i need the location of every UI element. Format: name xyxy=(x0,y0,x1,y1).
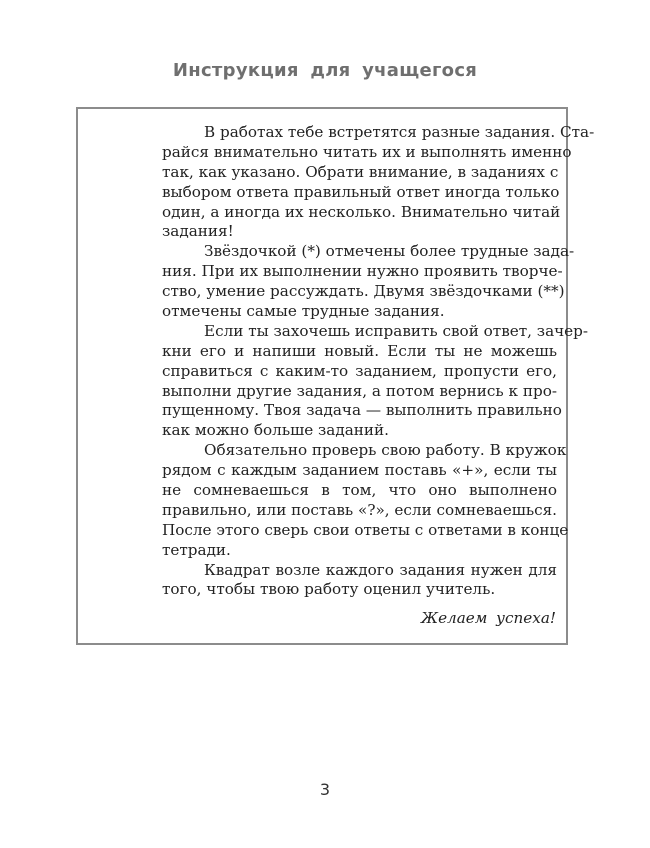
paragraph-5 xyxy=(120,561,557,601)
text-line: один, а иногда их несколько. Внимательно читай xyxy=(162,202,561,221)
text-line: выбором ответа правильный ответ иногда только xyxy=(162,182,560,201)
text-line: задания! xyxy=(162,222,234,241)
text-line: Обязательно проверь свою работу. В кружок xyxy=(204,441,567,460)
text-line: кни его и напиши новый. Если ты не можешь xyxy=(162,341,557,360)
text-line: ство, умение рассуждать. Двумя звёздочками (**) xyxy=(162,282,565,301)
text-line: Звёздочкой (*) отмечены более трудные зада- xyxy=(204,242,575,261)
text-line: правильно, или поставь «?», если сомневаешься. xyxy=(162,500,557,519)
text-line: пущенному. Твоя задача — выполнить правильно xyxy=(162,401,562,420)
paragraph-1 xyxy=(120,123,595,242)
paragraph-4 xyxy=(120,441,569,560)
page-number: 3 xyxy=(319,780,331,799)
text-line: того, чтобы твою работу оценил учитель. xyxy=(162,580,496,599)
text-line: рядом с каждым заданием поставь «+», если ты xyxy=(162,461,557,480)
text-line: как можно больше заданий. xyxy=(162,421,389,440)
paragraph-3 xyxy=(120,321,589,441)
text-line: отмечены самые трудные задания. xyxy=(162,302,445,321)
text-line: справиться с каким-то заданием, пропусти его, xyxy=(162,361,557,380)
text-line: райся внимательно читать их и выполнять именно xyxy=(162,142,572,161)
text-line: выполни другие задания, а потом вернись к про- xyxy=(162,381,557,400)
text-line: В работах тебе встретятся разные задания. Ста- xyxy=(204,123,595,141)
text-line: тетради. xyxy=(162,540,231,559)
text-line: не сомневаешься в том, что оно выполнено xyxy=(162,481,557,500)
text-line: ния. При их выполнении нужно проявить творче- xyxy=(162,262,563,281)
text-line: Если ты захочешь исправить свой ответ, зачер- xyxy=(204,321,589,340)
instruction-box xyxy=(76,107,595,645)
instruction-text xyxy=(120,123,595,600)
closing-wish: Желаем успеха! xyxy=(421,609,556,627)
text-line: После этого сверь свои ответы с ответами в конце xyxy=(162,520,569,539)
paragraph-2 xyxy=(120,242,575,322)
text-line: Квадрат возле каждого задания нужен для xyxy=(204,560,557,579)
text-line: так, как указано. Обрати внимание, в заданиях с xyxy=(162,162,559,181)
page-title: Инструкция для учащегося xyxy=(172,60,478,81)
